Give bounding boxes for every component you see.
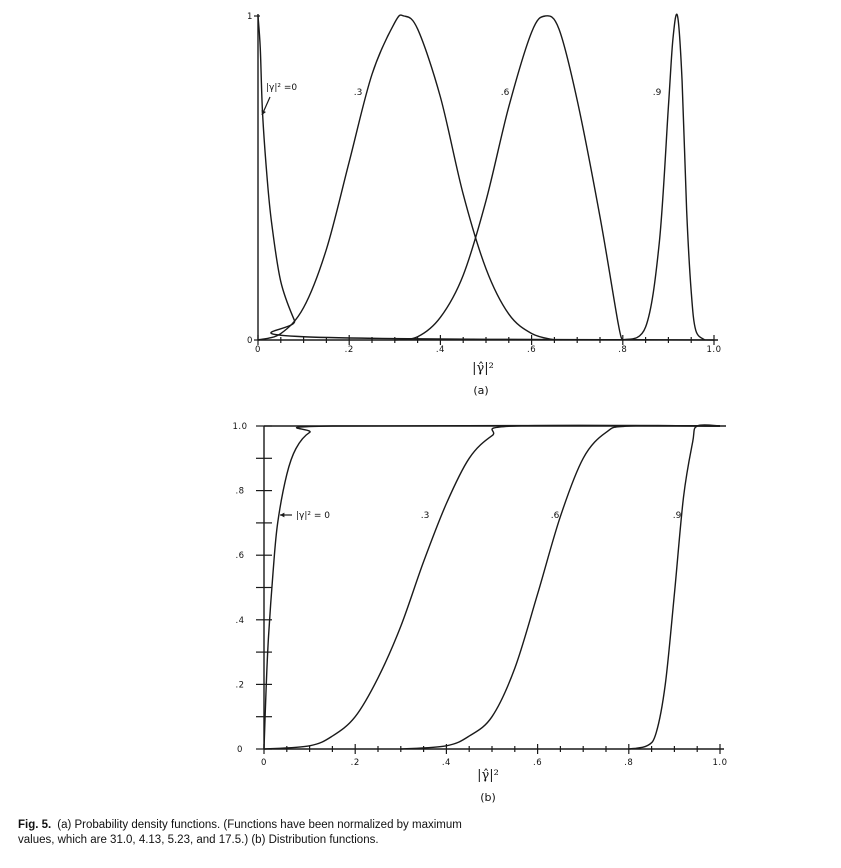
series-line-1 [264,425,720,749]
series-line-3 [629,425,720,749]
series-line-2 [401,426,720,749]
series-label-2: .6 [550,511,560,521]
x-tick-label: .8 [624,758,634,768]
y-tick-label: 1.0 [232,422,248,432]
caption-line-1: (a) Probability density functions. (Functions have been normalized by maximum [57,819,462,831]
x-tick-label: 1.0 [712,758,728,768]
x-tick-label: .2 [350,758,360,768]
y-tick-label: .6 [235,551,245,562]
x-tick-label: 0 [261,758,267,768]
series-label-1: .3 [420,511,430,521]
label-pointer-arrowhead [280,513,284,518]
y-tick-label: .4 [235,615,245,626]
x-tick-label: 0 [255,345,261,355]
panel-a-density-plot [247,12,721,397]
x-axis-label: |γ̂|² [477,768,499,783]
x-tick-label: .8 [618,345,628,355]
panel-label: (a) [473,384,489,397]
x-tick-label: .6 [527,345,537,355]
series-label-0: |γ|² = 0 [296,511,330,521]
y-tick-label: .2 [235,680,245,691]
x-tick-label: .6 [533,758,543,768]
x-tick-label: .4 [441,758,451,768]
series-label-3: .9 [672,511,682,521]
series-line-0 [264,426,720,749]
y-tick-label: 0 [237,745,243,755]
y-tick-label: 0 [247,336,253,346]
y-tick-label: 1 [247,12,253,22]
series-line-1 [258,15,554,340]
series-label-3: .9 [652,88,662,98]
series-label-1: .3 [353,88,363,98]
figure-caption [18,818,658,848]
series-label-0: |γ|² =0 [266,83,298,93]
panel-b-distribution-plot [232,422,727,804]
y-tick-label: .8 [235,486,245,497]
caption-line-2: values, which are 31.0, 4.13, 5.23, and 17.5.) (b) Distribution functions. [18,834,379,846]
series-line-0 [258,16,714,340]
caption-label: Fig. 5. [18,819,52,831]
series-line-2 [395,16,623,340]
x-tick-label: .4 [435,345,445,355]
series-label-2: .6 [500,88,510,98]
x-tick-label: .2 [344,345,354,355]
series-line-3 [623,14,705,340]
x-tick-label: 1.0 [706,345,722,355]
x-axis-label: |γ̂|² [472,361,494,376]
panel-label: (b) [480,791,496,804]
